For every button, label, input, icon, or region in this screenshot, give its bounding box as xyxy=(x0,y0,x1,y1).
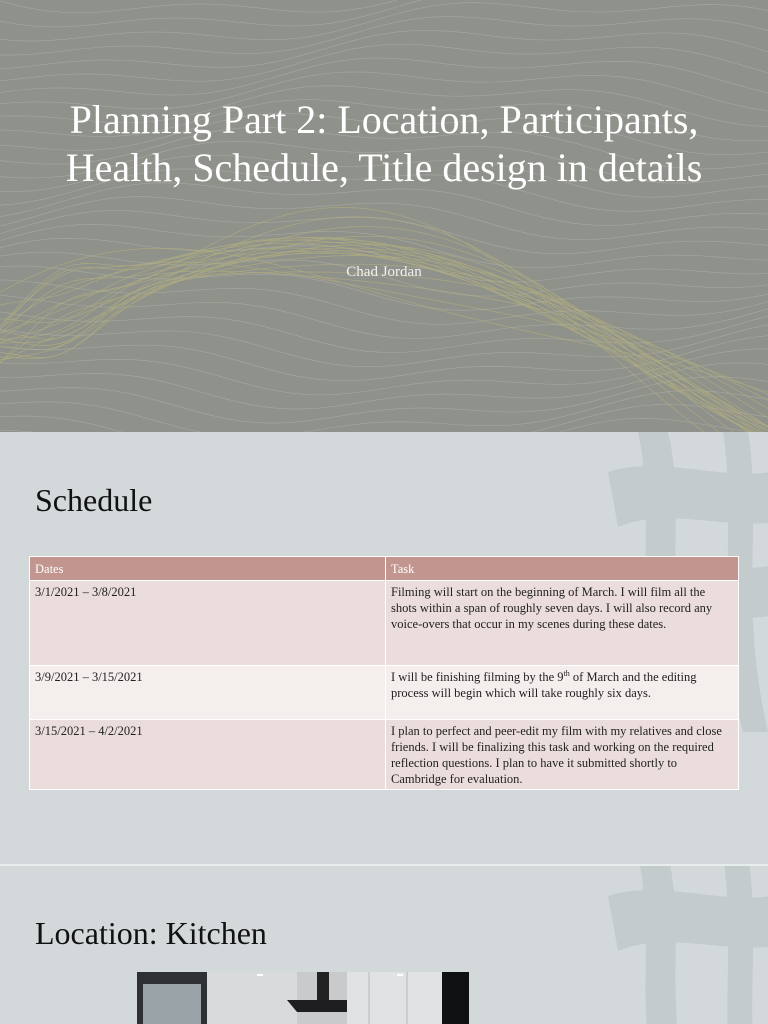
presentation-title: Planning Part 2: Location, Participants, Health, Schedule, Title design in details xyxy=(65,97,703,190)
location-heading: Location: Kitchen xyxy=(35,915,267,951)
table-row xyxy=(30,720,739,790)
wave-line xyxy=(0,405,768,433)
wave-line xyxy=(0,0,768,27)
wave-line xyxy=(0,280,768,324)
task-text-start: I will be finishing filming by the 9 xyxy=(391,670,564,684)
wave-line-background xyxy=(0,0,768,432)
wave-line xyxy=(0,264,768,417)
leaf-shadow-decoration xyxy=(548,866,768,1024)
wave-line xyxy=(0,377,768,424)
title-slide xyxy=(0,0,768,432)
author-name: Chad Jordan xyxy=(346,264,422,280)
column-header-task: Task xyxy=(386,557,739,581)
table-row xyxy=(30,666,739,720)
wave-line xyxy=(0,30,768,69)
table-header-row xyxy=(30,557,739,581)
wave-line xyxy=(0,295,768,338)
kitchen-photo xyxy=(137,972,469,1024)
table-row xyxy=(30,581,739,666)
schedule-table xyxy=(29,556,739,790)
wave-line xyxy=(0,217,768,432)
task-text-end: of March and the editing process will begin which will take roughly six days. xyxy=(391,670,697,700)
date-cell: 3/15/2021 – 4/2/2021 xyxy=(30,720,386,790)
ordinal-suffix: th xyxy=(563,668,570,678)
wave-line xyxy=(0,391,768,432)
date-cell: 3/9/2021 – 3/15/2021 xyxy=(30,666,386,720)
kitchen-photo-illustration xyxy=(137,972,469,1024)
column-header-dates: Dates xyxy=(30,557,386,581)
wave-line xyxy=(0,3,768,41)
wave-line xyxy=(0,44,768,81)
schedule-heading: Schedule xyxy=(35,482,153,518)
wave-line xyxy=(0,349,768,395)
location-slide xyxy=(0,866,768,1024)
wave-line xyxy=(0,224,768,267)
schedule-slide xyxy=(0,432,768,864)
wave-line xyxy=(0,256,768,427)
task-cell: Filming will start on the beginning of March. I will film all the shots within a span of roughly seven days. I will also record any voice-overs that occur in my scenes during these dates. xyxy=(386,581,739,666)
wave-line xyxy=(0,58,768,95)
task-cell: I plan to perfect and peer-edit my film with my relatives and close friends. I will be finalizing this task and working on the required reflection questions. I plan to have it submitted shortly to Cambridge for evaluation. xyxy=(386,720,739,790)
task-cell xyxy=(386,666,739,720)
wave-line xyxy=(0,208,768,433)
date-cell: 3/1/2021 – 3/8/2021 xyxy=(30,581,386,666)
